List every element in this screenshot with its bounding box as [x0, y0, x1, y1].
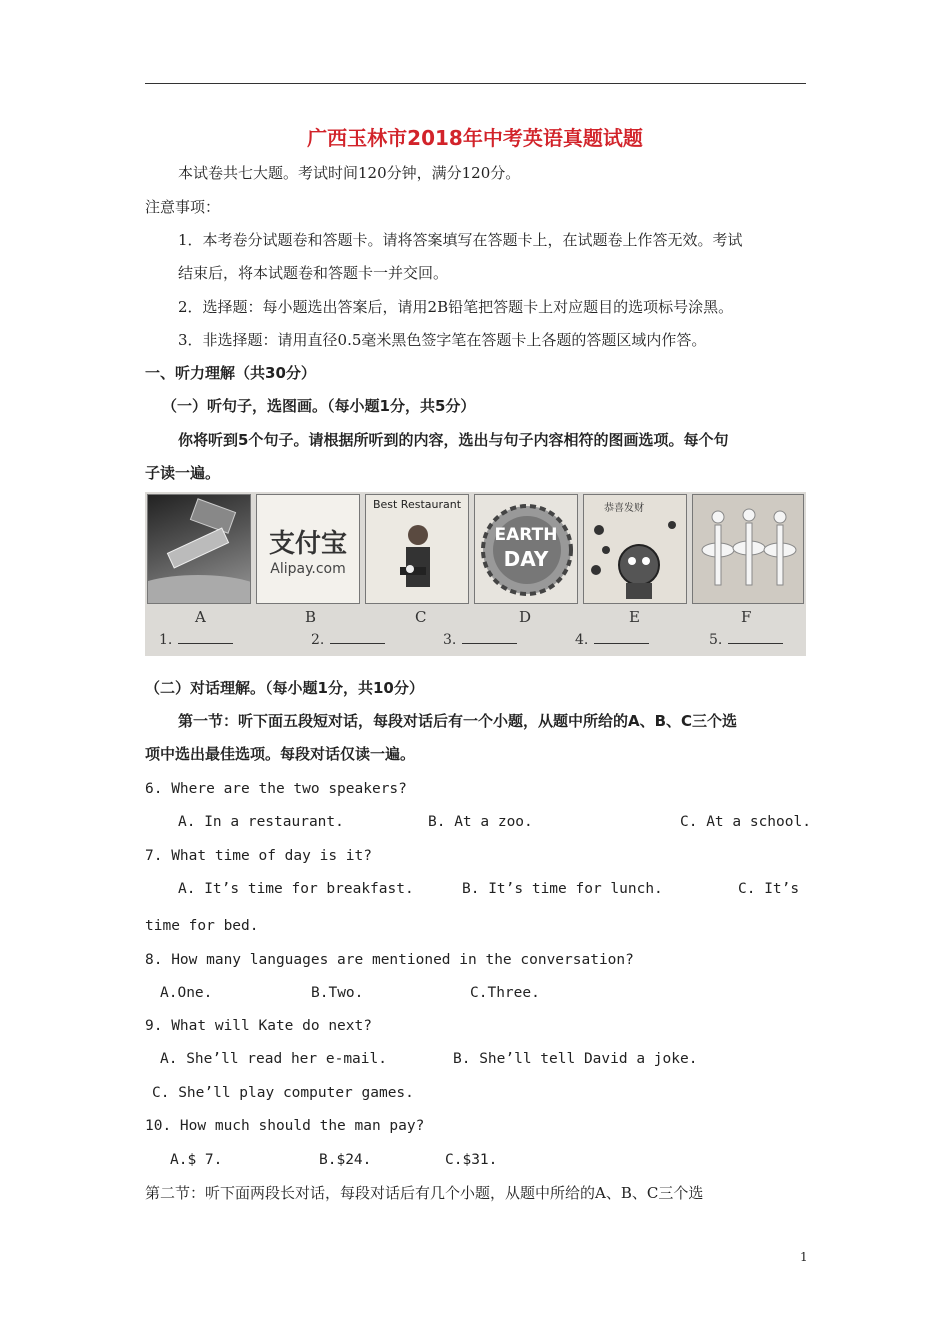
- question-7-option-c-cont: time for bed.: [145, 918, 259, 934]
- answer-5: [709, 632, 783, 648]
- section-2-intro: 第二节：听下面两段长对话，每段对话后有几个小题，从题中所给的A、B、C三个选: [145, 1184, 704, 1202]
- question-6: 6. Where are the two speakers?: [145, 781, 407, 797]
- ballet-dancers-icon: [693, 495, 804, 604]
- part-2-heading: （二）对话理解。（每小题1分，共10分）: [145, 679, 424, 697]
- spring-greeting: 恭喜发财: [604, 503, 644, 514]
- part-2-instruction-cont: 项中选出最佳选项。每段对话仅读一遍。: [145, 745, 416, 763]
- alipay-logo-en: Alipay.com: [270, 561, 346, 577]
- part-1-instruction-cont: 子读一遍。: [145, 464, 221, 482]
- answer-4-number: 4.: [575, 632, 589, 648]
- answer-2: [311, 632, 385, 648]
- picture-a-space-station: [147, 494, 251, 604]
- question-7-option-a: A. It’s time for breakfast.: [178, 881, 414, 897]
- answer-4-blank: [594, 643, 649, 644]
- question-8-option-c: C.Three.: [470, 985, 540, 1001]
- alipay-logo-cn: 支付宝: [268, 529, 347, 559]
- restaurant-sign: Best Restaurant: [372, 498, 462, 511]
- page-title: 广西玉林市2018年中考英语真题试题: [307, 126, 643, 150]
- label-e: E: [629, 608, 640, 626]
- label-a: A: [195, 608, 206, 626]
- part-2-instruction: 第一节：听下面五段短对话，每段对话后有一个小题，从题中所给的A、B、C三个选: [178, 712, 738, 730]
- waitress-icon: [366, 495, 469, 604]
- question-7-option-b: B. It’s time for lunch.: [462, 881, 663, 897]
- question-10: 10. How much should the man pay?: [145, 1118, 425, 1134]
- part-1-instruction: 你将听到5个句子。请根据所听到的内容，选出与句子内容相符的图画选项。每个句: [178, 431, 729, 449]
- question-10-option-a: A.$ 7.: [170, 1152, 223, 1168]
- note-3: 3．非选择题：请用直径0.5毫米黑色签字笔在答题卡上各题的答题区域内作答。: [178, 331, 707, 349]
- answer-1: [159, 632, 233, 648]
- answer-3: [443, 632, 517, 648]
- question-7-option-c: C. It’s: [738, 881, 800, 897]
- question-8: 8. How many languages are mentioned in the conversation?: [145, 952, 634, 968]
- answer-1-blank: [178, 643, 233, 644]
- question-6-option-c: C. At a school.: [680, 814, 811, 830]
- answer-2-blank: [330, 643, 385, 644]
- answer-2-number: 2.: [311, 632, 325, 648]
- intro-text: 本试卷共七大题。考试时间120分钟，满分120分。: [178, 164, 521, 182]
- picture-d-earth-day: [474, 494, 578, 604]
- question-9-option-b: B. She’ll tell David a joke.: [453, 1051, 698, 1067]
- header-rule: [145, 83, 806, 84]
- section-1-heading: 一、听力理解（共30分）: [145, 364, 316, 382]
- part-1-heading: （一）听句子，选图画。（每小题1分，共5分）: [162, 397, 476, 415]
- question-6-option-b: B. At a zoo.: [428, 814, 533, 830]
- earth-text: EARTH: [494, 525, 558, 545]
- question-8-option-b: B.Two.: [311, 985, 364, 1001]
- space-station-icon: [148, 495, 251, 604]
- question-9: 9. What will Kate do next?: [145, 1018, 372, 1034]
- day-text: DAY: [503, 547, 549, 571]
- label-b: B: [305, 608, 317, 626]
- question-7: 7. What time of day is it?: [145, 848, 372, 864]
- note-1: 1．本考卷分试题卷和答题卡。请将答案填写在答题卡上，在试题卷上作答无效。考试: [178, 231, 743, 249]
- note-1-cont: 结束后，将本试题卷和答题卡一并交回。: [178, 264, 449, 282]
- label-d: D: [519, 608, 532, 626]
- picture-b-alipay: [256, 494, 360, 604]
- answer-4: [575, 632, 649, 648]
- question-8-option-a: A.One.: [160, 985, 213, 1001]
- question-6-option-a: A. In a restaurant.: [178, 814, 344, 830]
- picture-f-ballet: [692, 494, 804, 604]
- answer-3-number: 3.: [443, 632, 457, 648]
- label-f: F: [741, 608, 752, 626]
- picture-strip: [145, 492, 806, 656]
- answer-3-blank: [462, 643, 517, 644]
- note-2: 2．选择题：每小题选出答案后，请用2B铅笔把答题卡上对应题目的选项标号涂黑。: [178, 298, 734, 316]
- picture-e-spring-festival: [583, 494, 687, 604]
- question-9-option-c: C. She’ll play computer games.: [152, 1085, 414, 1101]
- label-c: C: [415, 608, 427, 626]
- answer-1-number: 1.: [159, 632, 173, 648]
- notes-heading: 注意事项：: [145, 198, 221, 216]
- question-10-option-b: B.$24.: [319, 1152, 372, 1168]
- answer-5-number: 5.: [709, 632, 723, 648]
- question-10-option-c: C.$31.: [445, 1152, 498, 1168]
- question-9-option-a: A. She’ll read her e-mail.: [160, 1051, 387, 1067]
- picture-c-restaurant: [365, 494, 469, 604]
- answer-5-blank: [728, 643, 783, 644]
- page-number: 1: [800, 1250, 808, 1264]
